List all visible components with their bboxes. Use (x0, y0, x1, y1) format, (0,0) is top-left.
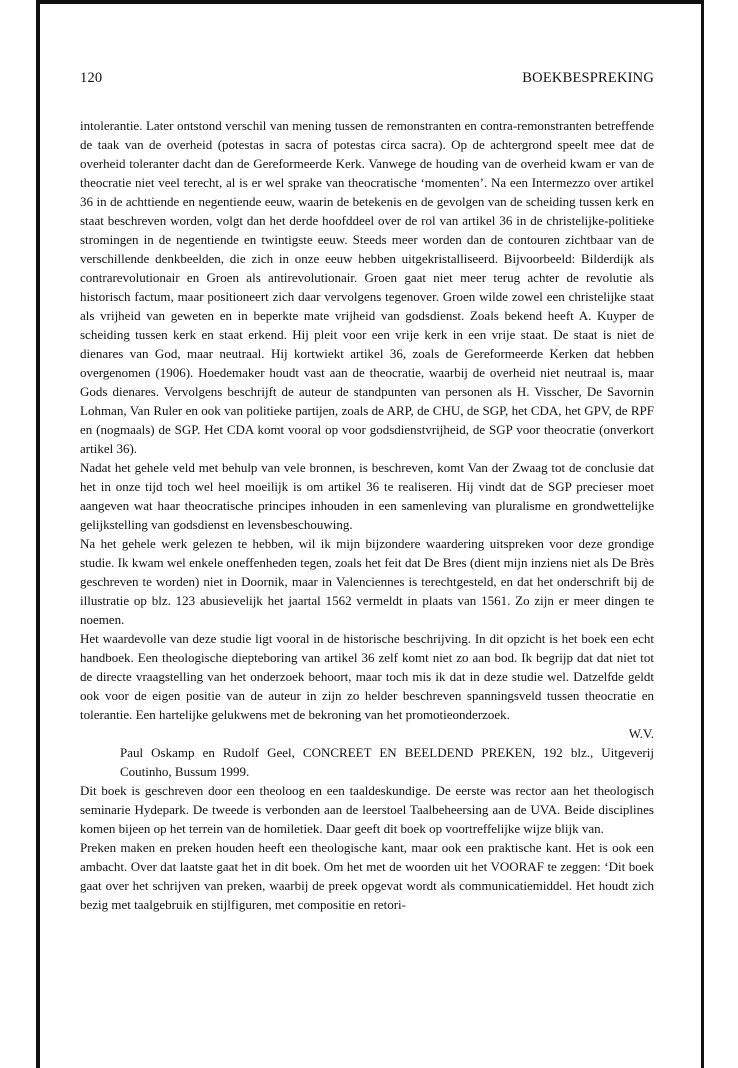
reviewer-signature: W.V. (628, 726, 654, 741)
running-header (80, 70, 654, 90)
page-number: 120 (80, 70, 103, 86)
page-border-right (701, 0, 704, 1068)
page-border-left (36, 0, 40, 1068)
review-1-paragraph: intolerantie. Later ontstond verschil van mening tussen de remonstranten en contra-remonstranten betreffende de taak van de overheid (potestas in sacra of potestas circa sacra). Op de achtergrond speelt mee dat de overheid toleranter dacht dan de Gereformeerde Kerk. Vanwege de houding van de overheid kwam er van de theocratie niet veel terecht, al is er wel sprake van theocratische ‘momenten’. Na een Intermezzo over artikel 36 in de achttiende en negentiende eeuw, waarin de betekenis en de gevolgen van de scheiding tussen kerk en staat beschreven worden, volgt dan het derde hoofddeel over de rol van artikel 36 in de christelijke-politieke stromingen in de negentiende en twintigste eeuw. Steeds meer worden dan de contouren zichtbaar van de verschillende denkbeelden, die zich in onze eeuw hebben uitgekristalliseerd. Bijvoorbeeld: Bilderdijk als contrarevolutionair en Groen als antirevolutionair. Groen gaat niet meer terug achter de revolutie als historisch factum, maar positioneert zich daar vervolgens tegenover. Groen wilde zowel een christelijke staat als vrijheid van geweten en in beperkte mate vrijheid van godsdienst. Zoals bekend heeft A. Kuyper de scheiding tussen kerk en staat erkend. Hij pleit voor een vrije kerk in een vrije staat. De staat is niet de dienares van God, maar neutraal. Hij kortwiekt artikel 36, zoals de Gereformeerde Kerken dat hebben overgenomen (1906). Hoedemaker houdt vast aan de theocratie, waarbij de overheid niet neutraal is, maar Gods dienares. Vervolgens beschrijft de auteur de standpunten van personen als H. Visscher, De Savornin Lohman, Van Ruler en ook van politieke partijen, zoals de ARP, de CHU, de SGP, het CDA, het GPV, de RPF en (nogmaals) de SGP. Het CDA komt vooral op voor godsdienstvrijheid, de SGP voor theocratie (onverkort artikel 36). (80, 118, 654, 456)
page-border-top (40, 0, 702, 4)
review-1-paragraph: Nadat het gehele veld met behulp van vele bronnen, is beschreven, komt Van der Zwaag tot de conclusie dat het in onze tijd toch wel heel moeilijk is om artikel 36 te realiseren. Hij vindt dat de SGP precieser moet aangeven wat haar theocratische principes inhouden in een samenleving van pluralisme en grondwettelijke gelijkstelling van godsdienst en levensbeschouwing. (80, 460, 654, 532)
review-1-paragraph: Na het gehele werk gelezen te hebben, wil ik mijn bijzondere waardering uitspreken voor deze grondige studie. Ik kwam wel enkele oneffenheden tegen, zoals het feit dat De Bres (dient mijn inziens niet als De Brès geschreven te worden) niet in Doornik, maar in Valenciennes is terechtgesteld, en dat het onderschrift bij de illustratie op blz. 123 abusievelijk het jaartal 1562 vermeldt in plaats van 1561. Zo zijn er meer dingen te noemen. (80, 536, 654, 627)
review-1-paragraph: Het waardevolle van deze studie ligt vooral in de historische beschrijving. In dit opzicht is het boek een echt handboek. Een theologische diepteboring van artikel 36 zelf komt niet zo aan bod. Ik begrijp dat dat niet tot de directe vraagstelling van het onderzoek behoort, maar toch mis ik dat in deze studie wel. Datzelfde geldt ook voor de eigen positie van de auteur in zijn zo helder beschreven spanningsveld tussen theocratie en tolerantie. Een hartelijke gelukwens met de bekroning van het promotieonderzoek. (80, 631, 654, 722)
running-title: BOEKBESPREKING (522, 70, 654, 86)
page-body (80, 116, 654, 914)
review-1 (80, 116, 654, 743)
review-2-paragraph: Preken maken en preken houden heeft een theologische kant, maar ook een praktische kant. Het is ook een ambacht. Over dat laatste gaat het in dit boek. Om het met de woorden uit het VOORAF te zeggen: ‘Dit boek gaat over het schrijven van preken, waarbij de preek opgevat wordt als communicatiemiddel. Het houdt zich bezig met taalgebruik en stijlfiguren, met compositie en retori- (80, 840, 654, 912)
review-2-paragraph: Dit boek is geschreven door een theoloog en een taaldeskundige. De eerste was rector aan het theologisch seminarie Hydepark. De tweede is verbonden aan de leerstoel Taalbeheersing aan de UVA. Beide disciplines komen bijeen op het terrein van de homiletiek. Daar geeft dit boek op voortreffelijke wijze blijk van. (80, 783, 654, 836)
review-2 (80, 743, 654, 914)
book-citation: Paul Oskamp en Rudolf Geel, CONCREET EN BEELDEND PREKEN, 192 blz., Uitgeverij Coutinho, Bussum 1999. (120, 745, 654, 779)
